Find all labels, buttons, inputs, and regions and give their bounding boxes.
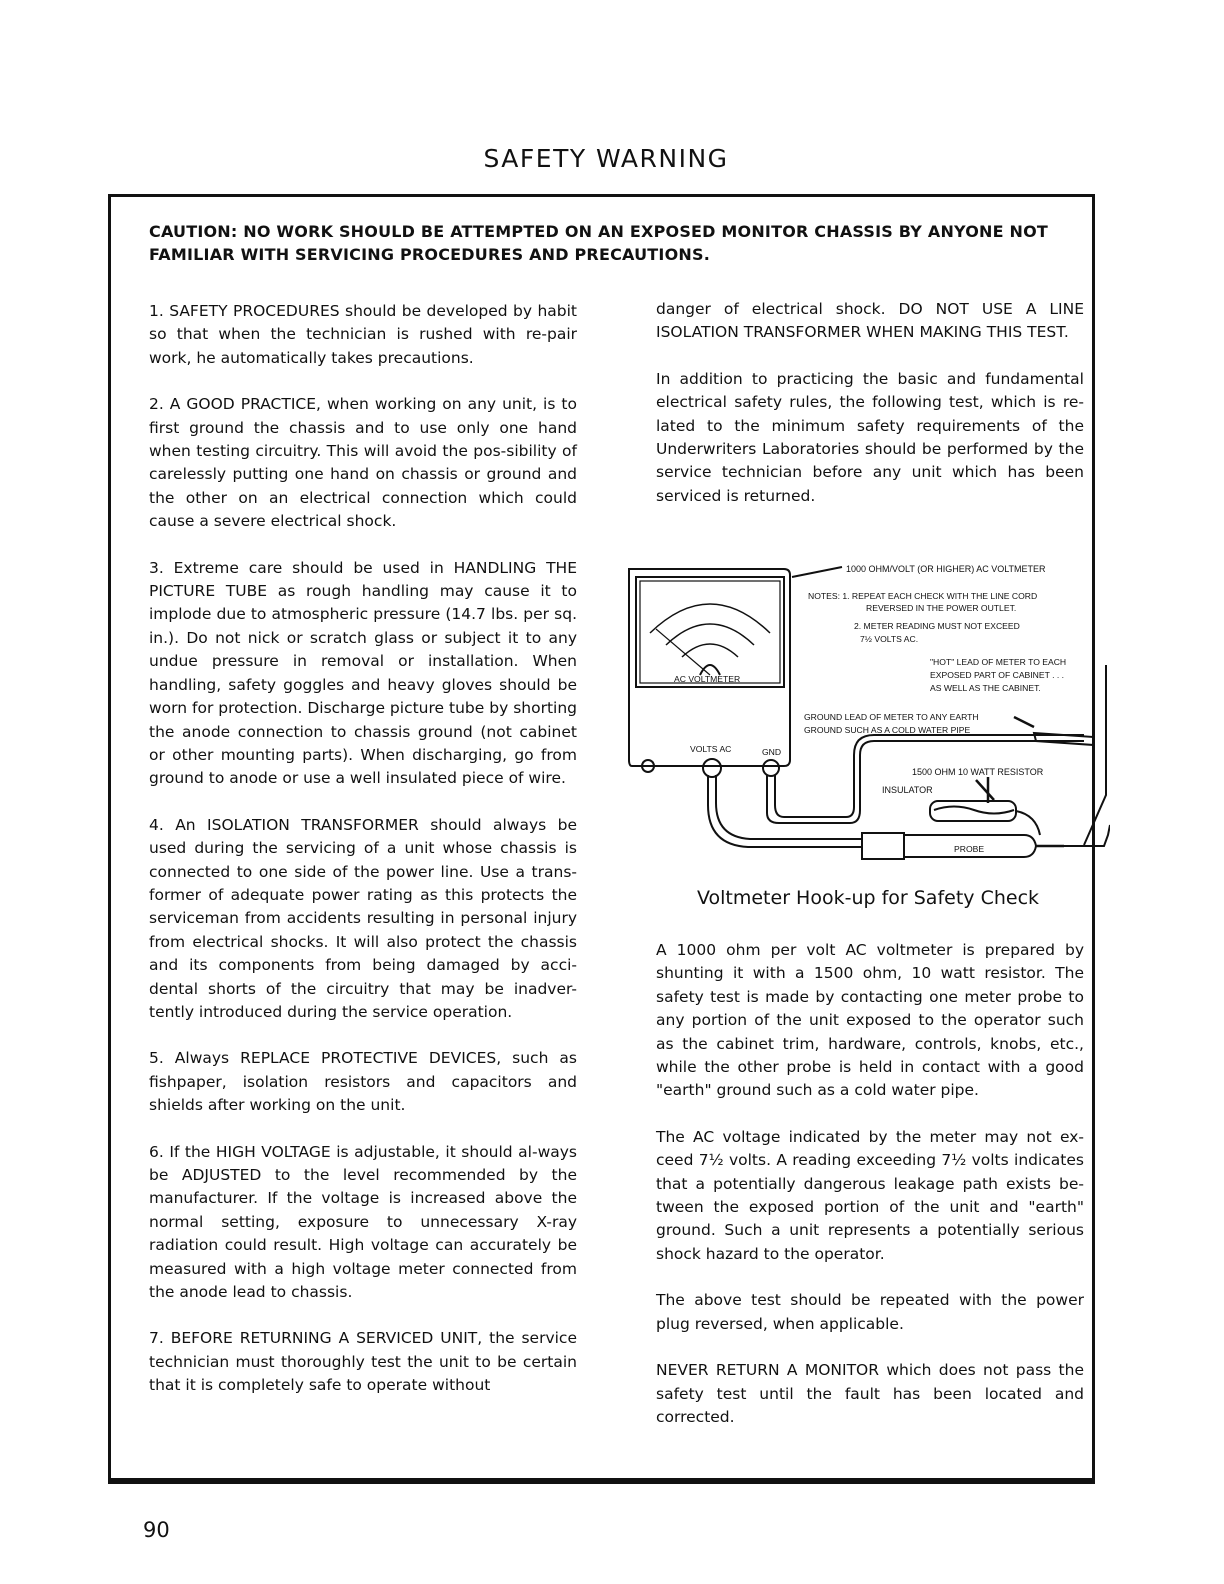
label-voltmeter: 1000 OHM/VOLT (OR HIGHER) AC VOLTMETER (846, 564, 1046, 574)
item-protective-devices: 5. Always REPLACE PROTECTIVE DEVICES, such as fishpaper, isolation resistors and capacitors and shields after working on the unit. (149, 1049, 577, 1115)
hot-lead-b: EXPOSED PART OF CABINET . . . (930, 670, 1065, 680)
hot-lead-wire (708, 775, 862, 847)
ground-lead-a: GROUND LEAD OF METER TO ANY EARTH (804, 712, 979, 722)
paragraph-repeat-test: The above test should be repeated with the power plug reversed, when applicable. (656, 1291, 1084, 1333)
hot-lead-wire-2 (716, 775, 862, 839)
meter-case (629, 569, 790, 766)
resistor-label: 1500 OHM 10 WATT RESISTOR (912, 767, 1044, 777)
item-before-returning: 7. BEFORE RETURNING A SERVICED UNIT, the service technician must thoroughly test the unit to be certain that it is completely safe to operate without (149, 1329, 577, 1395)
resistor-body (930, 801, 1016, 821)
item-good-practice: 2. A GOOD PRACTICE, when working on any unit, is to first ground the chassis and to use only one hand when testing circuitry. This will avoid the pos-sibility of carelessly putting one hand on chassis or ground and the other on an electrical connection which could cause a severe electrical shock. (149, 395, 577, 531)
terminal-gnd-icon (763, 760, 779, 776)
gnd-label: GND (762, 747, 782, 757)
voltmeter-hookup-diagram (624, 555, 1110, 865)
right-column-bottom (656, 939, 1084, 1452)
right-column-top (656, 298, 1084, 531)
paragraph-continuation: danger of electrical shock. DO NOT USE A LINE ISOLATION TRANSFORMER WHEN MAKING THIS TEST. (656, 300, 1084, 342)
paragraph-never-return: NEVER RETURN A MONITOR which does not pass the safety test until the fault has been located and corrected. (656, 1361, 1084, 1426)
meter-face-label: AC VOLTMETER (674, 674, 741, 684)
arrow-insulator (976, 780, 994, 800)
probe-insulator-block (862, 833, 904, 859)
meter-face-inner (640, 581, 780, 683)
probe-tip-wire (1036, 825, 1110, 846)
meter-face (636, 577, 784, 687)
note-2b: 7½ VOLTS AC. (860, 634, 919, 644)
ground-lead-wire-2 (775, 775, 824, 817)
paragraph-ul-test: In addition to practicing the basic and fundamental electrical safety rules, the following test, which is re-lated to the minimum safety requirements of the Underwriters Laboratories should be performed by the service technician before any unit which has been serviced is returned. (656, 369, 1084, 505)
hot-lead-a: "HOT" LEAD OF METER TO EACH (930, 657, 1067, 667)
arrow-ground (1014, 717, 1034, 727)
paragraph-voltmeter-prep: A 1000 ohm per volt AC voltmeter is prepared by shunting it with a 1500 ohm, 10 watt resistor. The safety test is made by contacting one meter probe to any portion of the unit exposed to the operator such as the cabinet trim, hardware, controls, knobs, etc., while the other probe is held in contact with a good "earth" ground such as a cold water pipe. (656, 941, 1084, 1100)
terminal-volts-icon (703, 759, 721, 777)
volts-ac-label: VOLTS AC (690, 744, 732, 754)
note-1b: REVERSED IN THE POWER OUTLET. (866, 603, 1017, 613)
caution-heading: CAUTION: NO WORK SHOULD BE ATTEMPTED ON AN EXPOSED MONITOR CHASSIS BY ANYONE NOT FAMILIAR WITH SERVICING PROCEDURES AND PRECAUTIONS. (149, 222, 1049, 264)
diagram-caption: Voltmeter Hook-up for Safety Check (696, 887, 1040, 909)
page-title: SAFETY WARNING (483, 144, 729, 173)
arrow-voltmeter (792, 567, 842, 577)
item-high-voltage: 6. If the HIGH VOLTAGE is adjustable, it should al-ways be ADJUSTED to the level recommended by the manufacturer. If the voltage is increased above the normal setting, exposure to unnecessary X-ray radiation could result. High voltage can accurately be measured with a high voltage meter connected from the anode lead to chassis. (149, 1142, 577, 1302)
item-isolation-transformer: 4. An ISOLATION TRANSFORMER should always be used during the servicing of a unit whose chassis is connected to one side of the power line. Use a trans-former of adequate power rating as this protects the serviceman from accidents resulting in personal injury from electrical shocks. It will also protect the chassis and its components from being damaged by acci-dental shorts of the circuitry that may be inadver-tently introduced during the service operation. (149, 815, 577, 1021)
meter-scale-outer (650, 604, 770, 633)
page-number: 90 (143, 1518, 170, 1542)
meter-needle (656, 629, 710, 675)
probe-label: PROBE (954, 844, 985, 854)
item-safety-procedures: 1. SAFETY PROCEDURES should be developed by habit so that when the technician is rushed with re-pair work, he automatically takes precautions. (149, 302, 577, 367)
resistor-coil-icon (934, 807, 1014, 814)
paragraph-ac-voltage: The AC voltage indicated by the meter may not ex-ceed 7½ volts. A reading exceeding 7½ volts indicates that a potentially dangerous leakage path exists be-tween the exposed portion of the unit and "earth" ground. Such a unit represents a potentially serious shock hazard to the operator. (656, 1127, 1084, 1263)
note-1a: NOTES: 1. REPEAT EACH CHECK WITH THE LINE CORD (808, 591, 1038, 601)
hot-lead-long (1084, 665, 1106, 845)
ground-lead-b: GROUND SUCH AS A COLD WATER PIPE (804, 725, 971, 735)
meter-scale-inner (682, 644, 738, 657)
left-column (149, 300, 577, 1421)
hot-lead-c: AS WELL AS THE CABINET. (930, 683, 1041, 693)
meter-scale-middle (666, 624, 754, 645)
insulator-label: INSULATOR (882, 785, 933, 795)
item-picture-tube: 3. Extreme care should be used in HANDLING THE PICTURE TUBE as rough handling may cause it to implode due to atmospheric pressure (14.7 lbs. per sq. in.). Do not nick or scratch glass or subject it to any undue pressure in removal or installation. When handling, safety goggles and heavy gloves should be worn for protection. Discharge picture tube by shorting the anode connection to chassis ground (not cabinet or other mounting parts). When discharging, go from ground to anode or use a well insulated piece of wire. (149, 558, 577, 788)
resistor-wire (1016, 811, 1040, 835)
note-2a: 2. METER READING MUST NOT EXCEED (854, 621, 1020, 631)
resistor-lead (824, 741, 1084, 823)
